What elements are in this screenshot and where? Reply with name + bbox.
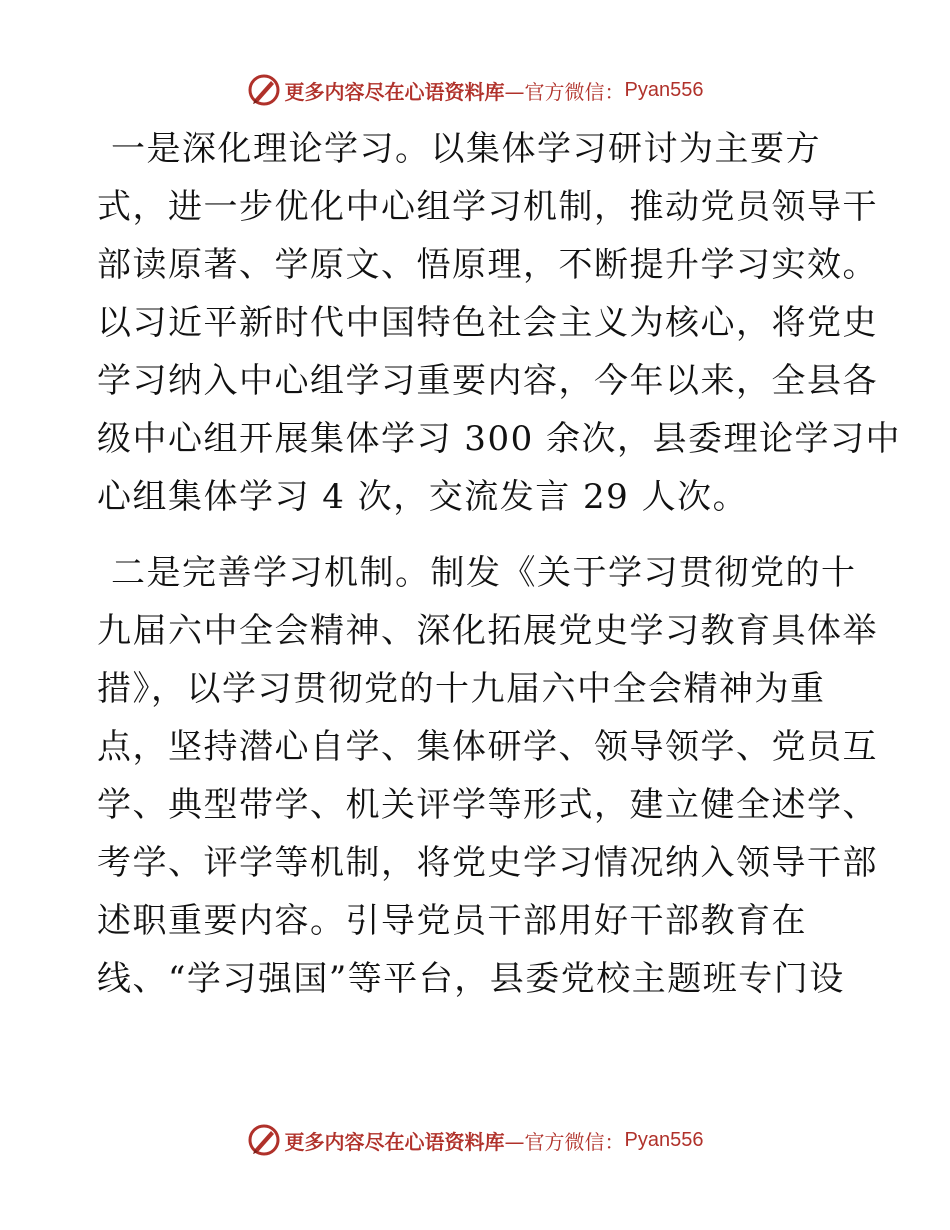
text-line: 以习近平新时代中国特色社会主义为核心，将党史 [97, 303, 878, 343]
text-line: 学、典型带学、机关评学等形式，建立健全述学、 [97, 785, 878, 825]
watermark-handle: Pyan556 [624, 78, 704, 101]
text-line: 二是完善学习机制。制发《关于学习贯彻党的十 [111, 553, 857, 593]
watermark-text: 更多内容尽在心语资料库 [284, 79, 505, 104]
text-line: 线、“学习强国”等平台，县委党校主题班专门设 [97, 959, 845, 999]
text-line: 述职重要内容。引导党员干部用好干部教育在 [97, 901, 807, 941]
watermark-separator: —官方微信： [504, 1129, 625, 1154]
watermark-handle: Pyan556 [624, 1128, 704, 1151]
text-line: 心组集体学习 4 次，交流发言 29 人次。 [97, 477, 749, 517]
text-line: 级中心组开展集体学习 300 余次，县委理论学习中 [97, 419, 902, 459]
paragraph-1 [97, 120, 902, 526]
pen-logo-icon [247, 1123, 281, 1157]
text-line: 考学、评学等机制，将党史学习情况纳入领导干部 [97, 843, 878, 883]
text-line: 点，坚持潜心自学、集体研学、领导领学、党员互 [97, 727, 878, 767]
text-line: 措》，以学习贯彻党的十九届六中全会精神为重 [97, 669, 826, 709]
text-line: 九届六中全会精神、深化拓展党史学习教育具体举 [97, 611, 878, 651]
document-body [97, 120, 902, 1008]
paragraph-2 [97, 544, 878, 1008]
text-line: 部读原著、学原文、悟原理，不断提升学习实效。 [97, 245, 878, 285]
pen-logo-icon [247, 73, 281, 107]
watermark-text: 更多内容尽在心语资料库 [284, 1129, 505, 1154]
text-line: 学习纳入中心组学习重要内容，今年以来，全县各 [97, 361, 878, 401]
header-watermark [0, 70, 950, 110]
text-line: 式，进一步优化中心组学习机制，推动党员领导干 [97, 187, 878, 227]
watermark-separator: —官方微信： [504, 79, 625, 104]
footer-watermark [0, 1120, 950, 1160]
text-line: 一是深化理论学习。以集体学习研讨为主要方 [111, 129, 821, 169]
